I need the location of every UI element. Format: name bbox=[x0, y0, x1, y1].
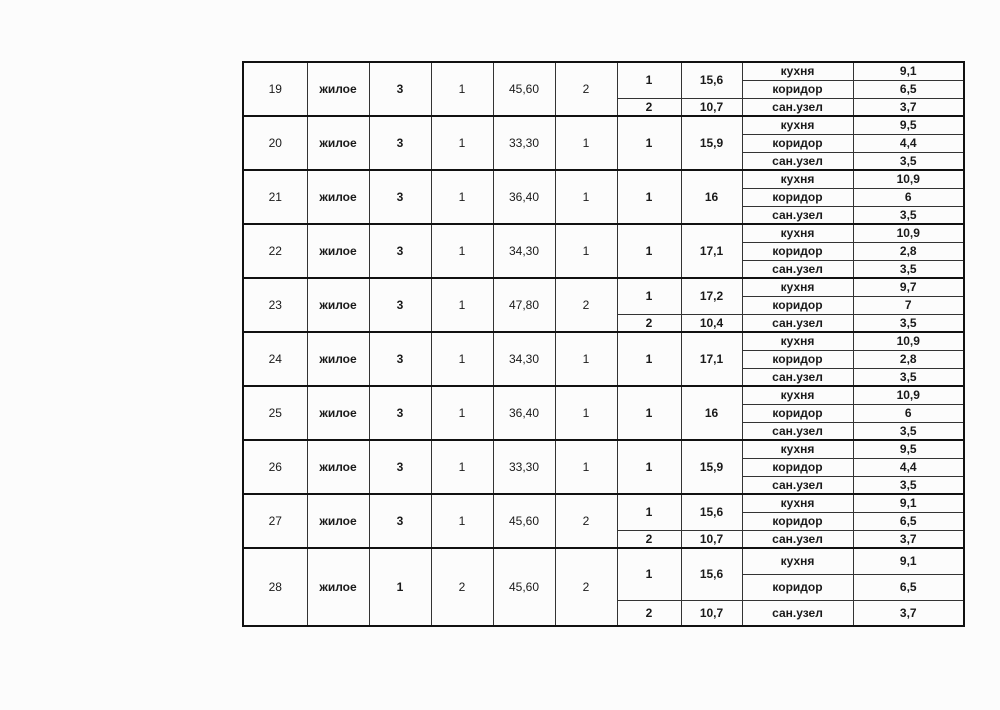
room-number-cell: 2 bbox=[617, 314, 681, 332]
purpose-cell: жилое bbox=[307, 62, 369, 116]
purpose-cell: жилое bbox=[307, 116, 369, 170]
aux-room-name-cell: кухня bbox=[742, 440, 853, 458]
purpose-cell: жилое bbox=[307, 332, 369, 386]
apartment-number-cell: 23 bbox=[243, 278, 307, 332]
aux-room-name-cell: сан.узел bbox=[742, 206, 853, 224]
table-row bbox=[243, 116, 964, 134]
room-count-cell: 2 bbox=[555, 278, 617, 332]
table-row bbox=[243, 224, 964, 242]
aux-room-name-cell: коридор bbox=[742, 134, 853, 152]
floor-cell: 3 bbox=[369, 224, 431, 278]
room-count-cell: 1 bbox=[555, 440, 617, 494]
room-number-cell: 2 bbox=[617, 98, 681, 116]
aux-room-name-cell: коридор bbox=[742, 188, 853, 206]
aux-room-name-cell: коридор bbox=[742, 404, 853, 422]
aux-room-area-cell: 9,7 bbox=[853, 278, 964, 296]
room-number-cell: 2 bbox=[617, 530, 681, 548]
floor-cell: 1 bbox=[369, 548, 431, 626]
room-number-cell: 1 bbox=[617, 62, 681, 98]
section-cell: 1 bbox=[431, 386, 493, 440]
section-cell: 2 bbox=[431, 548, 493, 626]
table-row bbox=[243, 170, 964, 188]
aux-room-area-cell: 2,8 bbox=[853, 350, 964, 368]
section-cell: 1 bbox=[431, 224, 493, 278]
purpose-cell: жилое bbox=[307, 386, 369, 440]
table-row bbox=[243, 278, 964, 296]
aux-room-area-cell: 9,1 bbox=[853, 494, 964, 512]
aux-room-name-cell: кухня bbox=[742, 116, 853, 134]
total-area-cell: 33,30 bbox=[493, 116, 555, 170]
table-row bbox=[243, 440, 964, 458]
purpose-cell: жилое bbox=[307, 494, 369, 548]
aux-room-area-cell: 9,5 bbox=[853, 116, 964, 134]
aux-room-area-cell: 10,9 bbox=[853, 224, 964, 242]
room-count-cell: 1 bbox=[555, 224, 617, 278]
aux-room-name-cell: кухня bbox=[742, 170, 853, 188]
apartment-table-body bbox=[243, 62, 964, 626]
aux-room-name-cell: кухня bbox=[742, 548, 853, 574]
floor-cell: 3 bbox=[369, 386, 431, 440]
aux-room-name-cell: коридор bbox=[742, 80, 853, 98]
aux-room-area-cell: 3,5 bbox=[853, 152, 964, 170]
table-row bbox=[243, 332, 964, 350]
aux-room-name-cell: сан.узел bbox=[742, 422, 853, 440]
total-area-cell: 47,80 bbox=[493, 278, 555, 332]
aux-room-name-cell: кухня bbox=[742, 224, 853, 242]
aux-room-name-cell: кухня bbox=[742, 278, 853, 296]
aux-room-area-cell: 3,7 bbox=[853, 98, 964, 116]
aux-room-area-cell: 3,5 bbox=[853, 314, 964, 332]
total-area-cell: 45,60 bbox=[493, 62, 555, 116]
section-cell: 1 bbox=[431, 278, 493, 332]
room-area-cell: 16 bbox=[681, 170, 742, 224]
room-area-cell: 16 bbox=[681, 386, 742, 440]
apartment-number-cell: 26 bbox=[243, 440, 307, 494]
room-area-cell: 17,1 bbox=[681, 224, 742, 278]
floor-cell: 3 bbox=[369, 62, 431, 116]
aux-room-area-cell: 9,1 bbox=[853, 62, 964, 80]
floor-cell: 3 bbox=[369, 278, 431, 332]
apartment-number-cell: 21 bbox=[243, 170, 307, 224]
section-cell: 1 bbox=[431, 62, 493, 116]
floor-cell: 3 bbox=[369, 494, 431, 548]
room-area-cell: 10,7 bbox=[681, 600, 742, 626]
aux-room-area-cell: 6,5 bbox=[853, 512, 964, 530]
aux-room-area-cell: 6 bbox=[853, 404, 964, 422]
table-row bbox=[243, 494, 964, 512]
purpose-cell: жилое bbox=[307, 278, 369, 332]
aux-room-area-cell: 3,5 bbox=[853, 260, 964, 278]
room-area-cell: 10,4 bbox=[681, 314, 742, 332]
total-area-cell: 34,30 bbox=[493, 332, 555, 386]
section-cell: 1 bbox=[431, 170, 493, 224]
room-number-cell: 1 bbox=[617, 332, 681, 386]
room-count-cell: 1 bbox=[555, 116, 617, 170]
aux-room-area-cell: 9,1 bbox=[853, 548, 964, 574]
apartment-number-cell: 27 bbox=[243, 494, 307, 548]
table-row bbox=[243, 548, 964, 574]
room-number-cell: 2 bbox=[617, 600, 681, 626]
aux-room-area-cell: 10,9 bbox=[853, 170, 964, 188]
aux-room-area-cell: 2,8 bbox=[853, 242, 964, 260]
aux-room-name-cell: сан.узел bbox=[742, 368, 853, 386]
aux-room-name-cell: кухня bbox=[742, 62, 853, 80]
room-number-cell: 1 bbox=[617, 170, 681, 224]
total-area-cell: 45,60 bbox=[493, 548, 555, 626]
aux-room-name-cell: сан.узел bbox=[742, 98, 853, 116]
aux-room-area-cell: 6 bbox=[853, 188, 964, 206]
aux-room-name-cell: коридор bbox=[742, 296, 853, 314]
aux-room-name-cell: коридор bbox=[742, 350, 853, 368]
aux-room-name-cell: сан.узел bbox=[742, 152, 853, 170]
total-area-cell: 34,30 bbox=[493, 224, 555, 278]
aux-room-name-cell: коридор bbox=[742, 512, 853, 530]
table-row bbox=[243, 386, 964, 404]
aux-room-name-cell: сан.узел bbox=[742, 260, 853, 278]
apartment-number-cell: 28 bbox=[243, 548, 307, 626]
room-area-cell: 15,6 bbox=[681, 494, 742, 530]
room-count-cell: 2 bbox=[555, 62, 617, 116]
apartment-number-cell: 19 bbox=[243, 62, 307, 116]
total-area-cell: 33,30 bbox=[493, 440, 555, 494]
aux-room-area-cell: 6,5 bbox=[853, 80, 964, 98]
aux-room-area-cell: 3,7 bbox=[853, 600, 964, 626]
room-number-cell: 1 bbox=[617, 548, 681, 600]
aux-room-area-cell: 10,9 bbox=[853, 332, 964, 350]
aux-room-area-cell: 4,4 bbox=[853, 458, 964, 476]
aux-room-name-cell: сан.узел bbox=[742, 600, 853, 626]
section-cell: 1 bbox=[431, 332, 493, 386]
aux-room-area-cell: 3,5 bbox=[853, 368, 964, 386]
section-cell: 1 bbox=[431, 440, 493, 494]
aux-room-name-cell: кухня bbox=[742, 386, 853, 404]
room-number-cell: 1 bbox=[617, 278, 681, 314]
room-area-cell: 17,2 bbox=[681, 278, 742, 314]
room-number-cell: 1 bbox=[617, 494, 681, 530]
section-cell: 1 bbox=[431, 116, 493, 170]
purpose-cell: жилое bbox=[307, 548, 369, 626]
room-area-cell: 15,9 bbox=[681, 116, 742, 170]
aux-room-name-cell: коридор bbox=[742, 574, 853, 600]
aux-room-name-cell: кухня bbox=[742, 494, 853, 512]
aux-room-area-cell: 4,4 bbox=[853, 134, 964, 152]
aux-room-area-cell: 7 bbox=[853, 296, 964, 314]
floor-cell: 3 bbox=[369, 440, 431, 494]
table-row bbox=[243, 62, 964, 80]
aux-room-area-cell: 10,9 bbox=[853, 386, 964, 404]
room-number-cell: 1 bbox=[617, 116, 681, 170]
room-number-cell: 1 bbox=[617, 386, 681, 440]
aux-room-area-cell: 3,5 bbox=[853, 422, 964, 440]
room-number-cell: 1 bbox=[617, 224, 681, 278]
aux-room-name-cell: коридор bbox=[742, 242, 853, 260]
total-area-cell: 36,40 bbox=[493, 386, 555, 440]
room-count-cell: 1 bbox=[555, 332, 617, 386]
room-area-cell: 15,6 bbox=[681, 62, 742, 98]
apartment-number-cell: 24 bbox=[243, 332, 307, 386]
floor-cell: 3 bbox=[369, 332, 431, 386]
room-count-cell: 2 bbox=[555, 548, 617, 626]
apartment-number-cell: 20 bbox=[243, 116, 307, 170]
aux-room-area-cell: 9,5 bbox=[853, 440, 964, 458]
room-count-cell: 1 bbox=[555, 170, 617, 224]
aux-room-area-cell: 3,5 bbox=[853, 476, 964, 494]
purpose-cell: жилое bbox=[307, 170, 369, 224]
room-area-cell: 15,6 bbox=[681, 548, 742, 600]
purpose-cell: жилое bbox=[307, 224, 369, 278]
floor-cell: 3 bbox=[369, 170, 431, 224]
floor-cell: 3 bbox=[369, 116, 431, 170]
aux-room-area-cell: 3,5 bbox=[853, 206, 964, 224]
room-count-cell: 1 bbox=[555, 386, 617, 440]
apartment-number-cell: 25 bbox=[243, 386, 307, 440]
total-area-cell: 45,60 bbox=[493, 494, 555, 548]
aux-room-name-cell: сан.узел bbox=[742, 476, 853, 494]
aux-room-area-cell: 3,7 bbox=[853, 530, 964, 548]
room-count-cell: 2 bbox=[555, 494, 617, 548]
aux-room-name-cell: кухня bbox=[742, 332, 853, 350]
apartment-table-container bbox=[242, 61, 965, 627]
total-area-cell: 36,40 bbox=[493, 170, 555, 224]
room-area-cell: 10,7 bbox=[681, 530, 742, 548]
section-cell: 1 bbox=[431, 494, 493, 548]
aux-room-name-cell: сан.узел bbox=[742, 530, 853, 548]
room-area-cell: 10,7 bbox=[681, 98, 742, 116]
aux-room-name-cell: сан.узел bbox=[742, 314, 853, 332]
apartment-number-cell: 22 bbox=[243, 224, 307, 278]
aux-room-name-cell: коридор bbox=[742, 458, 853, 476]
room-area-cell: 17,1 bbox=[681, 332, 742, 386]
purpose-cell: жилое bbox=[307, 440, 369, 494]
room-area-cell: 15,9 bbox=[681, 440, 742, 494]
room-number-cell: 1 bbox=[617, 440, 681, 494]
apartment-table bbox=[242, 61, 965, 627]
aux-room-area-cell: 6,5 bbox=[853, 574, 964, 600]
